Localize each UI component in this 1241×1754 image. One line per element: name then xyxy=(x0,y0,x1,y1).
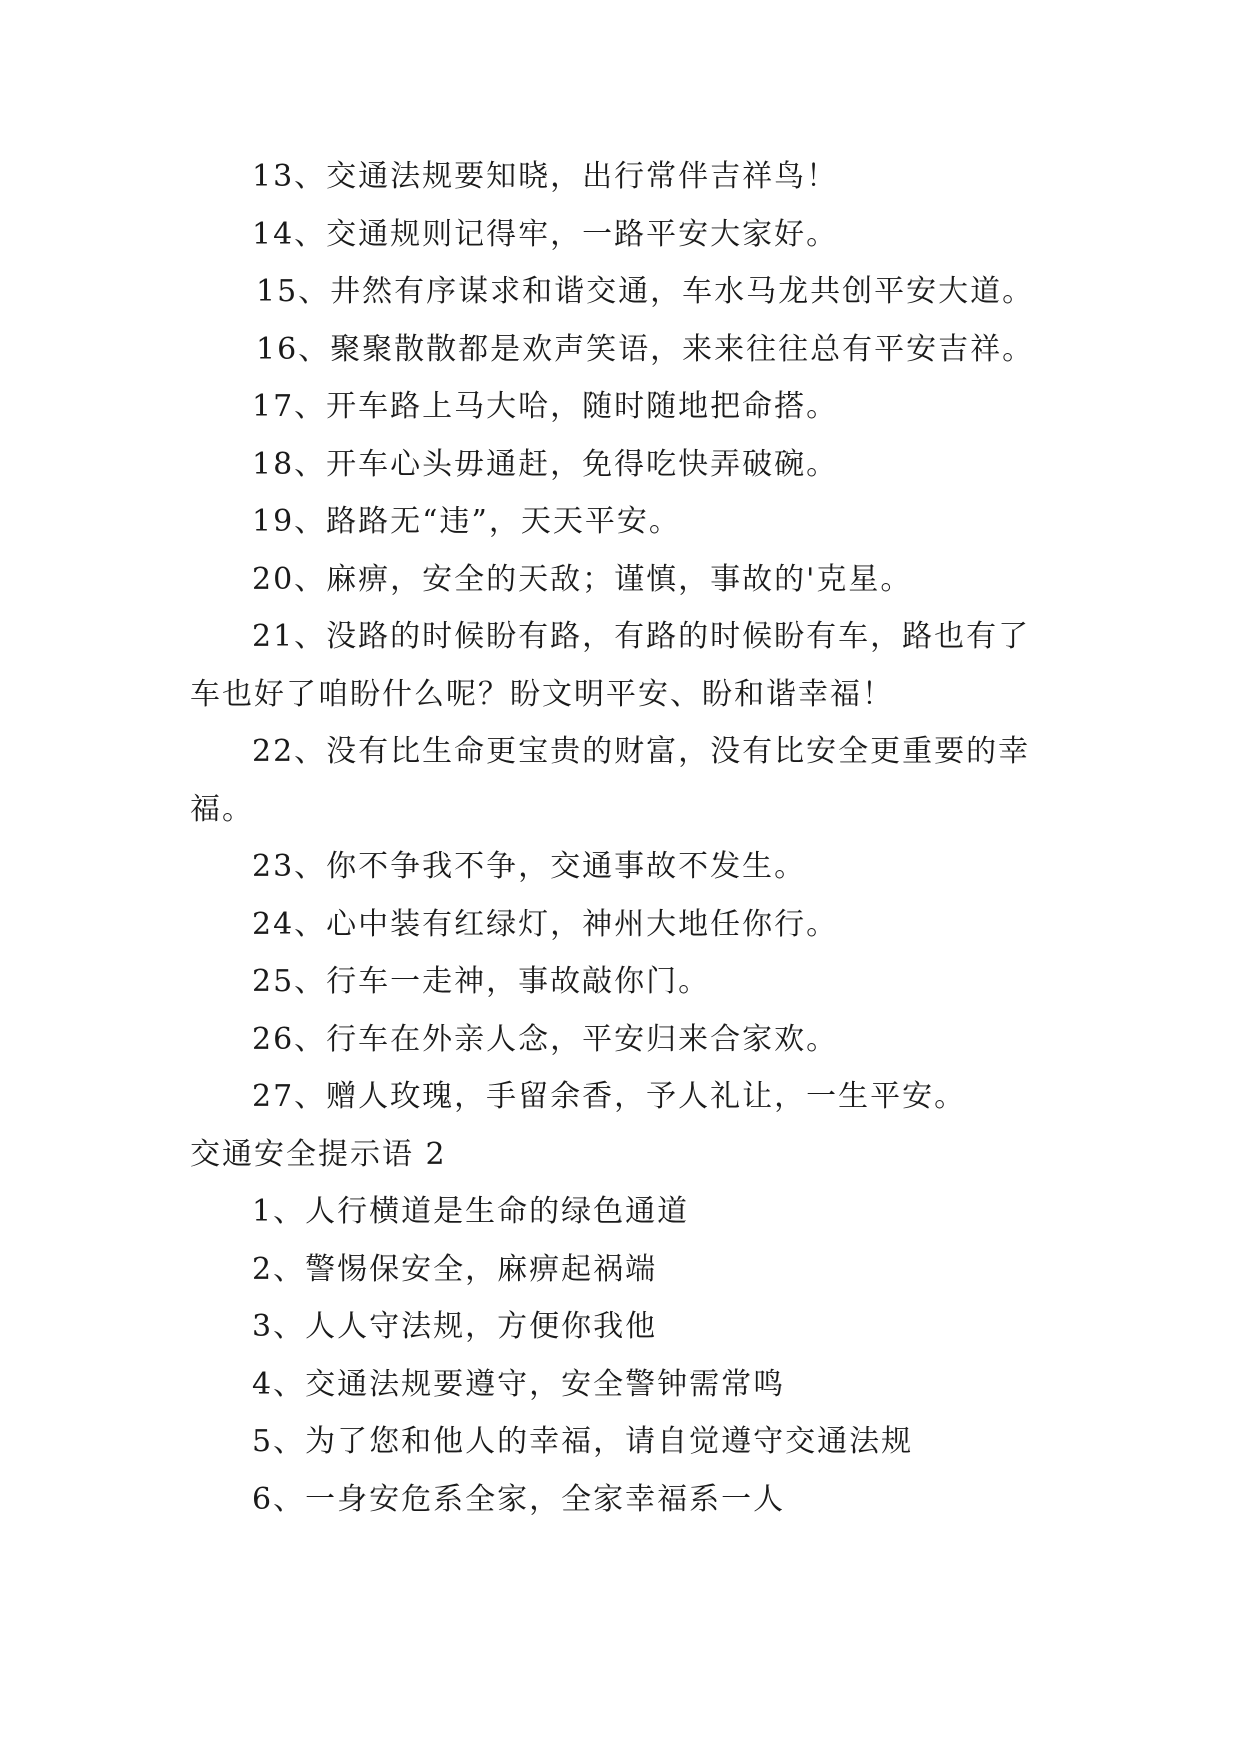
document-body xyxy=(190,148,1070,1528)
slogan-18: 18、开车心头毋通赶，免得吃快弄破碗。 xyxy=(252,446,839,482)
tip-6: 6、一身安危系全家，全家幸福系一人 xyxy=(252,1481,786,1517)
slogan-27: 27、赠人玫瑰，手留余香，予人礼让，一生平安。 xyxy=(252,1079,967,1114)
tip-4: 4、交通法规要遵守，安全警钟需常鸣 xyxy=(252,1366,786,1402)
tip-2: 2、警惕保安全，麻痹起祸端 xyxy=(252,1251,658,1287)
slogan-21-line2: 车也好了咱盼什么呢？盼文明平安、盼和谐幸福！ xyxy=(190,676,894,712)
section-heading: 交通安全提示语 2 xyxy=(190,1136,447,1172)
slogan-25: 25、行车一走神，事故敲你门。 xyxy=(252,964,711,999)
slogan-20: 20、麻痹，安全的天敌；谨慎，事故的'克星。 xyxy=(252,561,913,597)
slogan-17: 17、开车路上马大哈，随时随地把命搭。 xyxy=(252,389,839,424)
tip-5: 5、为了您和他人的幸福，请自觉遵守交通法规 xyxy=(252,1424,914,1459)
slogan-22-line1: 22、没有比生命更宝贵的财富，没有比安全更重要的幸 xyxy=(252,734,1031,769)
slogan-23: 23、你不争我不争，交通事故不发生。 xyxy=(252,849,807,884)
slogan-19: 19、路路无“违”，天天平安。 xyxy=(252,504,681,539)
slogan-24: 24、心中装有红绿灯，神州大地任你行。 xyxy=(252,906,839,942)
tip-3: 3、人人守法规，方便你我他 xyxy=(252,1309,658,1344)
slogan-16: 16、聚聚散散都是欢声笑语，来来往往总有平安吉祥。 xyxy=(256,331,1035,367)
slogan-21-line1: 21、没路的时候盼有路，有路的时候盼有车，路也有了 xyxy=(252,619,1031,654)
slogan-14: 14、交通规则记得牢，一路平安大家好。 xyxy=(252,216,839,252)
slogan-26: 26、行车在外亲人念，平安归来合家欢。 xyxy=(252,1021,839,1057)
slogan-13: 13、交通法规要知晓，出行常伴吉祥鸟！ xyxy=(252,159,839,194)
slogan-22-line2: 福。 xyxy=(190,791,254,827)
tip-1: 1、人行横道是生命的绿色通道 xyxy=(252,1194,690,1229)
slogan-15: 15、井然有序谋求和谐交通，车水马龙共创平安大道。 xyxy=(256,274,1035,309)
